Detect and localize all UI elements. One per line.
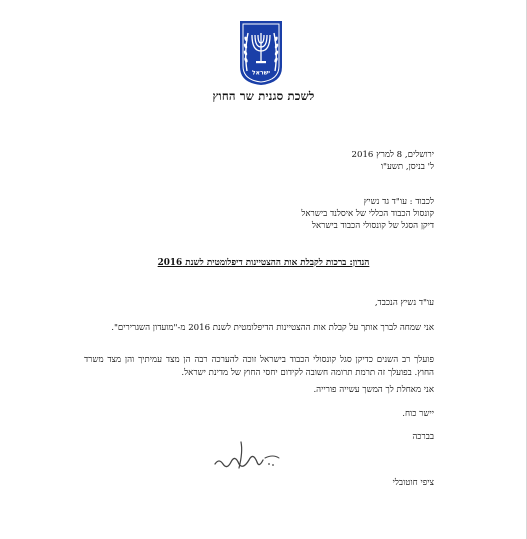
recipient-title: קונסול הכבוד הכללי של איסלנד בישראל <box>301 209 434 219</box>
emblem-lettering: ישראל <box>252 69 270 77</box>
closing-phrase: יישר כוח. <box>402 409 434 419</box>
body-paragraph-2: פועלך רב השנים כדיקן סגל קונסולי הכבוד בישראל זוכה להערכה רבה הן מצד עמיתיך והן מצד משרד החוץ. בפועלך זה תרמת תרומה חשובה לקידום יחסי החוץ של מדינת ישראל. <box>84 355 434 378</box>
state-emblem-icon <box>236 19 286 87</box>
date-hebrew: ל' בניסן, תשע"ו <box>380 162 434 172</box>
closing-greeting: בברכה <box>412 432 434 442</box>
recipient-name: לכבוד : עו"ד גד נשיץ <box>363 197 434 207</box>
signatory-name: ציפי חוטובלי <box>392 478 434 488</box>
office-title: לשכת סגנית שר החוץ <box>212 89 315 103</box>
body-paragraph-1: אני שמחה לברך אותך על קבלת אות ההצטיינות הדיפלומטית לשנת 2016 מ-"מועדון השגרירים". <box>111 323 434 333</box>
handwritten-signature <box>205 434 285 476</box>
date-gregorian: ירושלים, 8 למרץ 2016 <box>351 150 434 160</box>
recipient-role: דיקן הסגל של קונסולי הכבוד בישראל <box>311 221 434 231</box>
subject-line: הנדון: ברכות לקבלת אות ההצטיינות דיפלומטית לשנת 2016 <box>157 258 370 268</box>
salutation: עו"ד נשיץ הנכבד, <box>374 298 434 308</box>
body-paragraph-3: אני מאחלת לך המשך עשייה פורייה. <box>313 385 434 395</box>
